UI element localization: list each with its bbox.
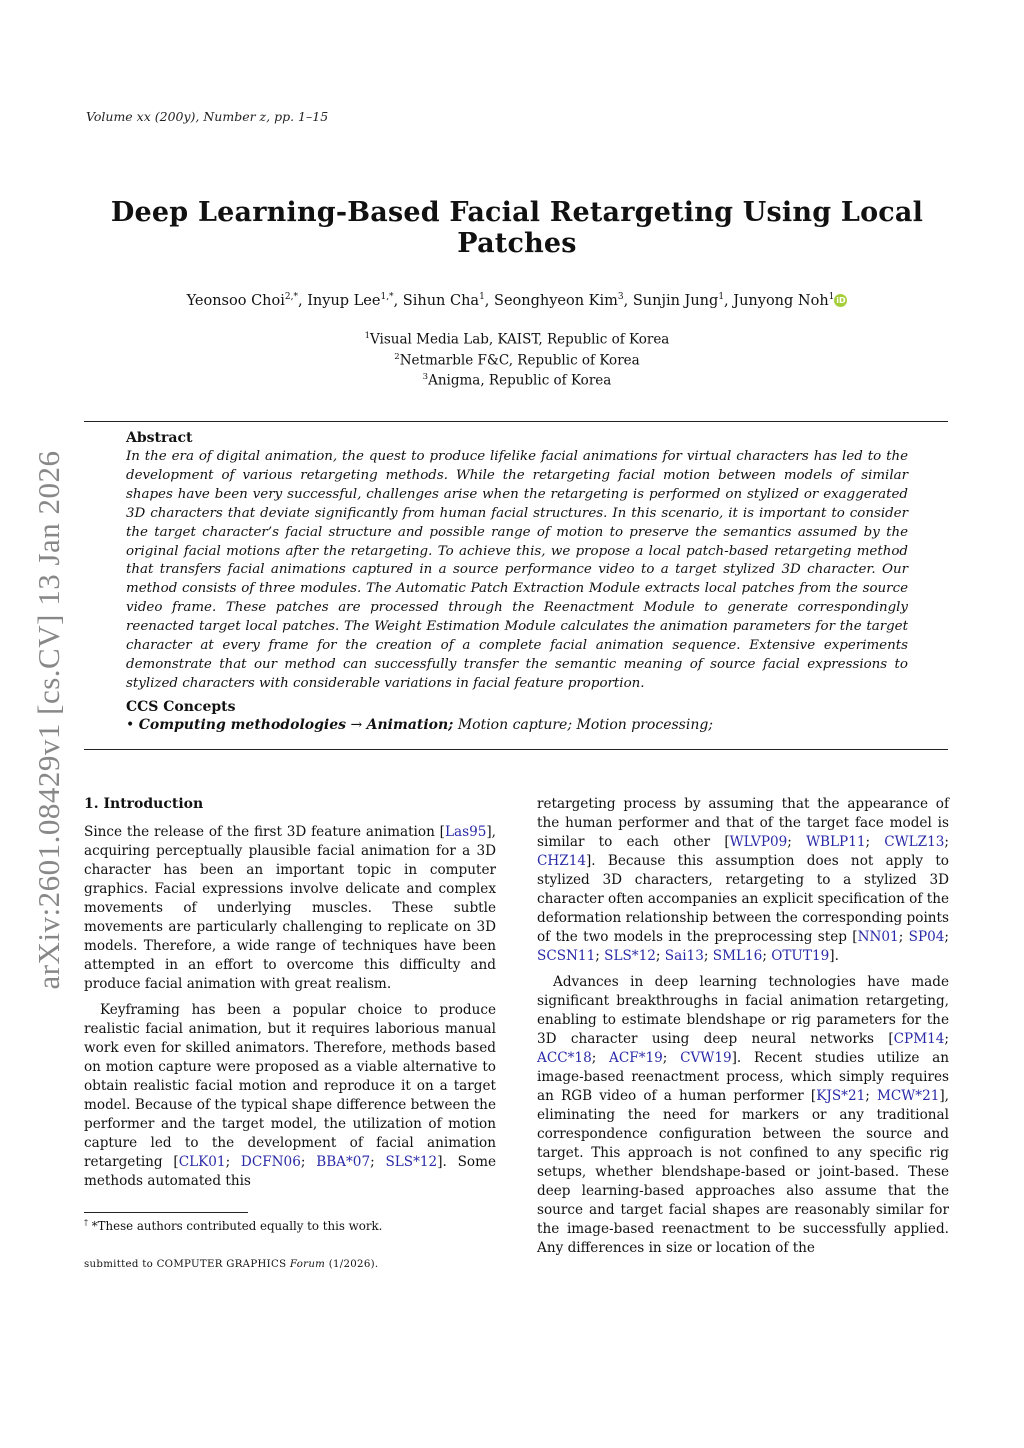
body-paragraph: retargeting process by assuming that the appearance of the human performer and that of the target face model is similar to each other [WLVP09; WBLP11; CWLZ13; CHZ14]. Because this assumption does not apply to stylized 3D characters, retargeting to a stylized 3D character often accompanies an explicit specification of the deformation relationship between the corresponding points of the two models in the preprocessing step [NN01; SP04; SCSN11; SLS*12; Sai13; SML16; OTUT19].	[537, 796, 950, 964]
author-name: Inyup Lee	[307, 292, 381, 309]
abstract-bottom-rule	[84, 749, 948, 750]
affiliation-text: Netmarble F&C, Republic of Korea	[399, 352, 640, 368]
citation-link[interactable]: OTUT19	[771, 948, 830, 964]
affiliation-line	[60, 349, 974, 370]
author-affiliation-mark: 1	[828, 292, 835, 302]
abstract-heading: Abstract	[126, 430, 193, 446]
ccs-arrow: →	[350, 717, 363, 733]
citation-link[interactable]: WLVP09	[729, 834, 788, 850]
ccs-terms: Motion capture; Motion processing;	[457, 717, 714, 733]
ccs-heading: CCS Concepts	[126, 699, 236, 715]
citation-link[interactable]: Las95	[444, 824, 487, 840]
citation-link[interactable]: CLK01	[178, 1154, 226, 1170]
affiliation-text: Anigma, Republic of Korea	[428, 372, 612, 389]
author-name: Seonghyeon Kim	[494, 292, 618, 309]
running-header: Volume xx (200y), Number z, pp. 1–15	[86, 109, 329, 124]
citation-link[interactable]: NN01	[857, 929, 899, 945]
section-heading-introduction: 1. Introduction	[84, 796, 204, 812]
citation-link[interactable]: WBLP11	[806, 834, 866, 850]
footnote-rule	[84, 1212, 248, 1213]
author-affiliation-mark: 1,*	[380, 292, 394, 302]
citation-link[interactable]: MCW*21	[876, 1088, 940, 1104]
affiliation-mark: 1	[364, 331, 371, 341]
paper-title: Deep Learning-Based Facial Retargeting Using Local Patches	[110, 197, 924, 259]
citation-link[interactable]: KJS*21	[816, 1088, 866, 1104]
affiliation-list	[60, 328, 974, 390]
affiliation-mark: 2	[394, 351, 400, 362]
citation-link[interactable]: CVW19	[680, 1050, 732, 1066]
left-column-body	[84, 823, 496, 1191]
citation-link[interactable]: CPM14	[893, 1031, 945, 1047]
affiliation-mark: 3	[422, 372, 429, 382]
body-paragraph: Advances in deep learning technologies have made significant breakthroughs in facial animation retargeting, enabling to estimate blendshape or rig parameters for the 3D character using deep neural networks [CPM14; ACC*18; ACF*19; CVW19]. Recent studies utilize an image-based reenactment process, which simply requires an RGB video of a human performer [KJS*21; MCW*21], eliminating the need for markers or any traditional correspondence configuration between the source and target. This approach is not confined to any specific rig setups, whether blendshape-based or joint-based. These deep learning-based approaches also assume that the source and target facial shapes are reasonably similar for the image-based reenactment to be successfully applied. Any differences in size or location of the	[537, 974, 949, 1256]
author-affiliation-mark: 1	[718, 292, 725, 302]
citation-link[interactable]: Sai13	[664, 948, 704, 964]
citation-link[interactable]: SP04	[908, 929, 945, 945]
citation-link[interactable]: SLS*12	[604, 948, 656, 964]
ccs-concepts	[126, 717, 713, 733]
citation-link[interactable]: DCFN06	[240, 1154, 301, 1170]
footer-journal: Forum	[289, 1259, 326, 1270]
body-paragraph: Keyframing has been a popular choice to produce realistic facial animation, but it requires laborious manual work even for skilled animators. Therefore, methods based on motion capture were proposed as a viable alternative to obtain realistic facial motion and reproduce it on a target model. Because of the typical shape difference between the performer and the target model, the utilization of motion capture led to the development of facial animation retargeting [CLK01; DCFN06; BBA*07; SLS*12]. Some methods automated this	[84, 1002, 496, 1189]
author-name: Yeonsoo Choi	[186, 292, 285, 309]
affiliation-text: Visual Media Lab, KAIST, Republic of Korea	[370, 331, 670, 348]
ccs-category: Computing methodologies	[138, 717, 346, 733]
author-name: Junyong Noh	[733, 292, 829, 309]
citation-link[interactable]: ACF*19	[609, 1050, 663, 1066]
footnote-text: *These authors contributed equally to this work.	[91, 1218, 383, 1233]
ccs-bullet: •	[126, 717, 135, 733]
footer-prefix: submitted to COMPUTER GRAPHICS	[84, 1259, 290, 1270]
left-column	[84, 795, 496, 1191]
abstract-top-rule	[84, 421, 948, 422]
author-affiliation-mark: 3	[617, 292, 624, 302]
citation-link[interactable]: CHZ14	[537, 853, 586, 869]
abstract-text: In the era of digital animation, the quest to produce lifelike facial animations for virtual characters has led to the development of various retargeting methods. While the retargeting facial motion between models of similar shapes have been very successful, challenges arise when the retargeting is performed on stylized or exaggerated 3D characters that deviate significantly from human facial structures. In this scenario, it is important to consider the target character’s facial structure and possible range of motion to preserve the semantics assumed by the original facial motions after the retargeting. To achieve this, we propose a local patch-based retargeting method that transfers facial animations captured in a source performance video to a target stylized 3D character. Our method consists of three modules. The Automatic Patch Extraction Module extracts local patches from the source video frame. These patches are processed through the Reenactment Module to generate correspondingly reenacted target local patches. The Weight Estimation Module calculates the animation parameters for the target character at every frame for the creation of a complete facial animation sequence. Extensive experiments demonstrate that our method can successfully transfer the semantic meaning of source facial expressions to stylized characters with considerable variations in facial feature proportion.	[126, 449, 908, 691]
ccs-subcategory: Animation;	[366, 717, 454, 733]
footer-suffix: (1/2026).	[325, 1259, 379, 1270]
orcid-icon[interactable]: iD	[836, 295, 846, 305]
right-column-body	[537, 795, 949, 1258]
citation-link[interactable]: ACC*18	[537, 1050, 592, 1066]
author-name: Sunjin Jung	[632, 292, 719, 309]
citation-link[interactable]: SML16	[712, 948, 763, 964]
citation-link[interactable]: CWLZ13	[884, 834, 945, 850]
author-list: Yeonsoo Choi$^{2,*}$, Inyup Lee$^{1,*}$, Sihun Cha$^1$, Seonghyeon Kim$^3$, Sunjin Jung$^1$, Junyong Noh$^1$ iD	[186, 292, 846, 309]
author-affiliation-mark: 2,*	[284, 292, 298, 302]
footnote-mark: †	[84, 1218, 88, 1227]
affiliation-line	[60, 328, 974, 349]
footnote	[84, 1218, 382, 1233]
page-footer	[84, 1259, 378, 1270]
affiliation-line	[60, 369, 974, 390]
citation-link[interactable]: SCSN11	[537, 948, 596, 964]
author-affiliation-mark: 1	[479, 292, 485, 302]
body-paragraph: Since the release of the first 3D feature animation [Las95], acquiring perceptually plausible facial animation for a 3D character has been an important topic in computer graphics. Facial expressions involve delicate and complex movements of underlying muscles. These subtle movements are particularly challenging to replicate on 3D models. Therefore, a wide range of techniques have been attempted in an effort to overcome this difficulty and produce facial animation with great realism.	[84, 824, 496, 992]
arxiv-identifier: arXiv:2601.08429v1 [cs.CV] 13 Jan 2026	[31, 450, 66, 990]
citation-link[interactable]: SLS*12	[385, 1154, 438, 1170]
right-column	[537, 795, 949, 1258]
citation-link[interactable]: BBA*07	[316, 1154, 371, 1170]
author-name: Sihun Cha	[402, 292, 480, 309]
